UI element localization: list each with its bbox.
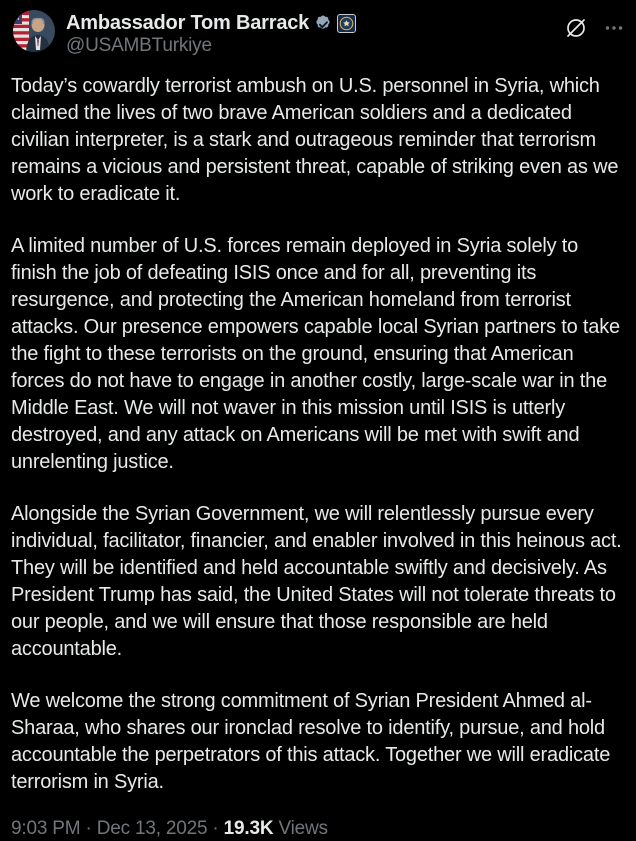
views-count: 19.3K — [223, 818, 274, 839]
avatar[interactable] — [13, 10, 55, 52]
views-label: Views — [278, 818, 328, 839]
separator: · — [212, 818, 219, 839]
timestamp-date: Dec 13, 2025 — [96, 818, 208, 839]
tweet-paragraph: Alongside the Syrian Government, we will relentlessly pursue every individual, facilitator, financier, and enabler involved in this heinous act. They will be identified and held accountable swiftly and decisively. As President Trump has said, the United States will not tolerate threats to our people, and we will ensure that those responsible are held accountable. — [11, 503, 622, 660]
display-name[interactable]: Ambassador Tom Barrack — [66, 12, 310, 34]
verified-badge-icon — [313, 14, 333, 34]
tweet-paragraph: We welcome the strong commitment of Syrian President Ahmed al-Sharaa, who shares our ironclad resolve to identify, pursue, and hold accountable the perpetrators of this attack. Together we will eradicate terrorism in Syria. — [11, 690, 611, 793]
author-handle[interactable]: @USAMBTurkiye — [66, 35, 212, 56]
tweet-paragraph: A limited number of U.S. forces remain deployed in Syria solely to finish the job of defeating ISIS once and for all, preventing its resurgence, and protecting the American homeland from terrorist attacks. Our presence empowers capable local Syrian partners to take the fight to these terrorists on the ground, ensuring that American forces do not have to engage in another costly, large-scale war in the Middle East. We will not waver in this mission until ISIS is utterly destroyed, and any attack on Americans will be met with swift and unrelenting justice. — [11, 235, 620, 473]
header-actions — [564, 10, 626, 40]
tweet-header — [10, 10, 626, 56]
separator: · — [85, 818, 92, 839]
timestamp-time: 9:03 PM — [11, 818, 81, 839]
affiliate-badge-icon — [337, 14, 356, 33]
grok-icon[interactable] — [564, 16, 588, 40]
tweet-footer — [10, 817, 626, 841]
tweet-paragraph: Today’s cowardly terrorist ambush on U.S. personnel in Syria, which claimed the lives of two brave American soldiers and a dedicated civilian interpreter, is a stark and outrageous reminder that terrorism remains a vicious and persistent threat, capable of striking even as we work to eradicate it. — [11, 75, 619, 205]
tweet-body — [10, 73, 626, 796]
more-icon[interactable] — [604, 18, 624, 38]
author-identity — [66, 10, 564, 57]
avatar-image — [13, 10, 55, 52]
